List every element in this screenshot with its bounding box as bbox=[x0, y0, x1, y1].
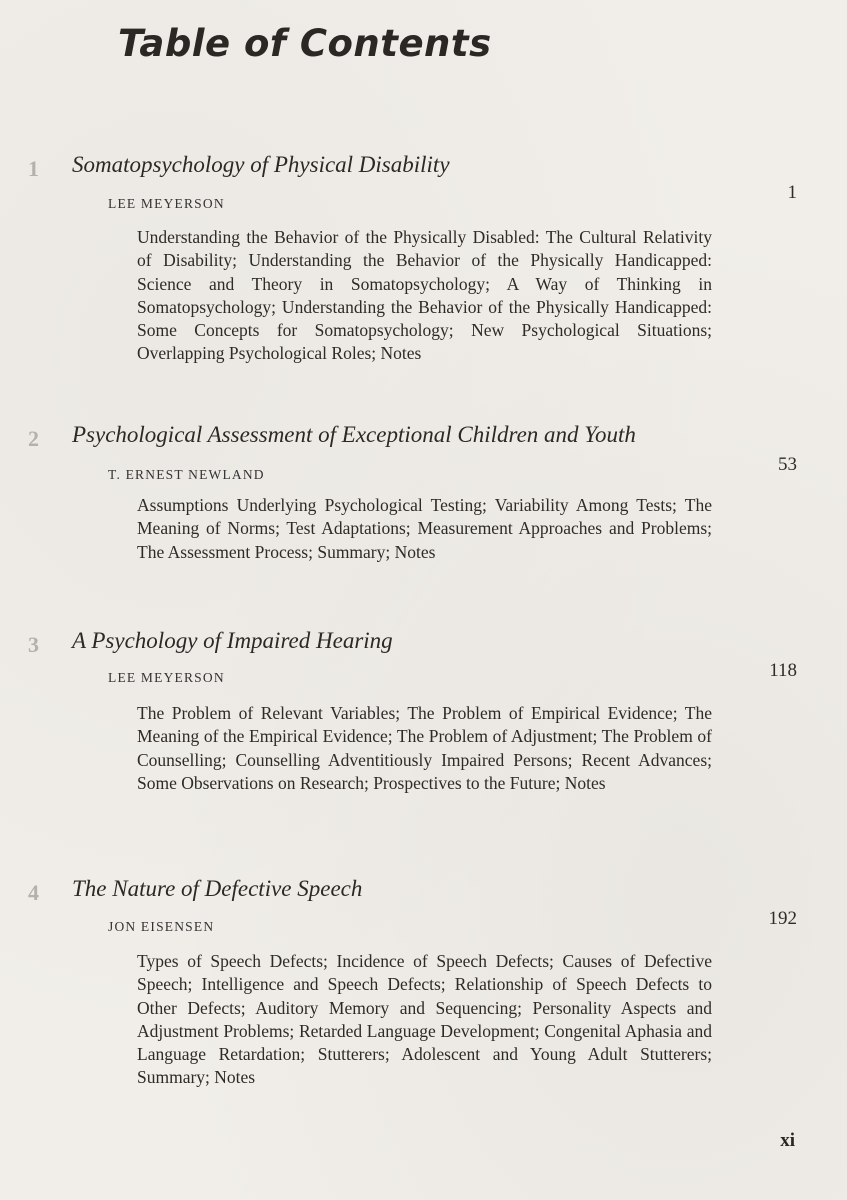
page-title: Table of Contents bbox=[118, 22, 492, 65]
chapter-number: 1 bbox=[28, 156, 39, 181]
page-folio: xi bbox=[780, 1130, 795, 1151]
chapter-title: A Psychology of Impaired Hearing bbox=[72, 628, 393, 653]
chapter-page-number: 118 bbox=[769, 660, 797, 681]
chapter-contents: Assumptions Underlying Psychological Testing; Variability Among Tests; The Meaning of Norms; Test Adaptations; Measurement Approaches and Problems; The Assessment Process; Summary; Notes bbox=[137, 495, 712, 562]
chapter-page-number: 192 bbox=[768, 908, 797, 929]
chapter-page-number: 1 bbox=[787, 182, 797, 203]
chapter-author: T. ERNEST NEWLAND bbox=[108, 467, 265, 482]
chapter-number: 3 bbox=[28, 632, 39, 657]
chapter-author: JON EISENSEN bbox=[108, 919, 215, 934]
chapter-page-number: 53 bbox=[778, 454, 797, 475]
chapter-title: Somatopsychology of Physical Disability bbox=[72, 152, 450, 177]
chapter-contents: Types of Speech Defects; Incidence of Speech Defects; Causes of Defective Speech; Intelligence and Speech Defects; Relationship of Speech Defects to Other Defects; Auditory Memory and Sequencing; Personality Aspects and Adjustment Problems; Retarded Language Development; Congenital Aphasia and Language Retardation; Stutterers; Adolescent and Young Adult Stutterers; Summary; Notes bbox=[137, 951, 712, 1088]
chapter-author: LEE MEYERSON bbox=[108, 670, 225, 685]
chapter-number: 4 bbox=[28, 880, 39, 905]
chapter-contents: The Problem of Relevant Variables; The Problem of Empirical Evidence; The Meaning of the Empirical Evidence; The Problem of Adjustment; The Problem of Counselling; Counselling Adventitiously Impaired Persons; Recent Advances; Some Observations on Research; Prospectives to the Future; Notes bbox=[137, 703, 712, 793]
chapter-contents: Understanding the Behavior of the Physically Disabled: The Cultural Relativity of Disability; Understanding the Behavior of the Physically Handicapped: Science and Theory in Somatopsychology; A Way of Thinking in Somatopsychology; Understanding the Behavior of the Physically Handicapped: Some Concepts for Somatopsychology; New Psychological Situations; Overlapping Psychological Roles; Notes bbox=[137, 227, 712, 364]
chapter-title: Psychological Assessment of Exceptional Children and Youth bbox=[72, 422, 636, 447]
chapter-title: The Nature of Defective Speech bbox=[72, 876, 363, 901]
chapter-number: 2 bbox=[28, 426, 39, 451]
chapter-author: LEE MEYERSON bbox=[108, 196, 225, 211]
